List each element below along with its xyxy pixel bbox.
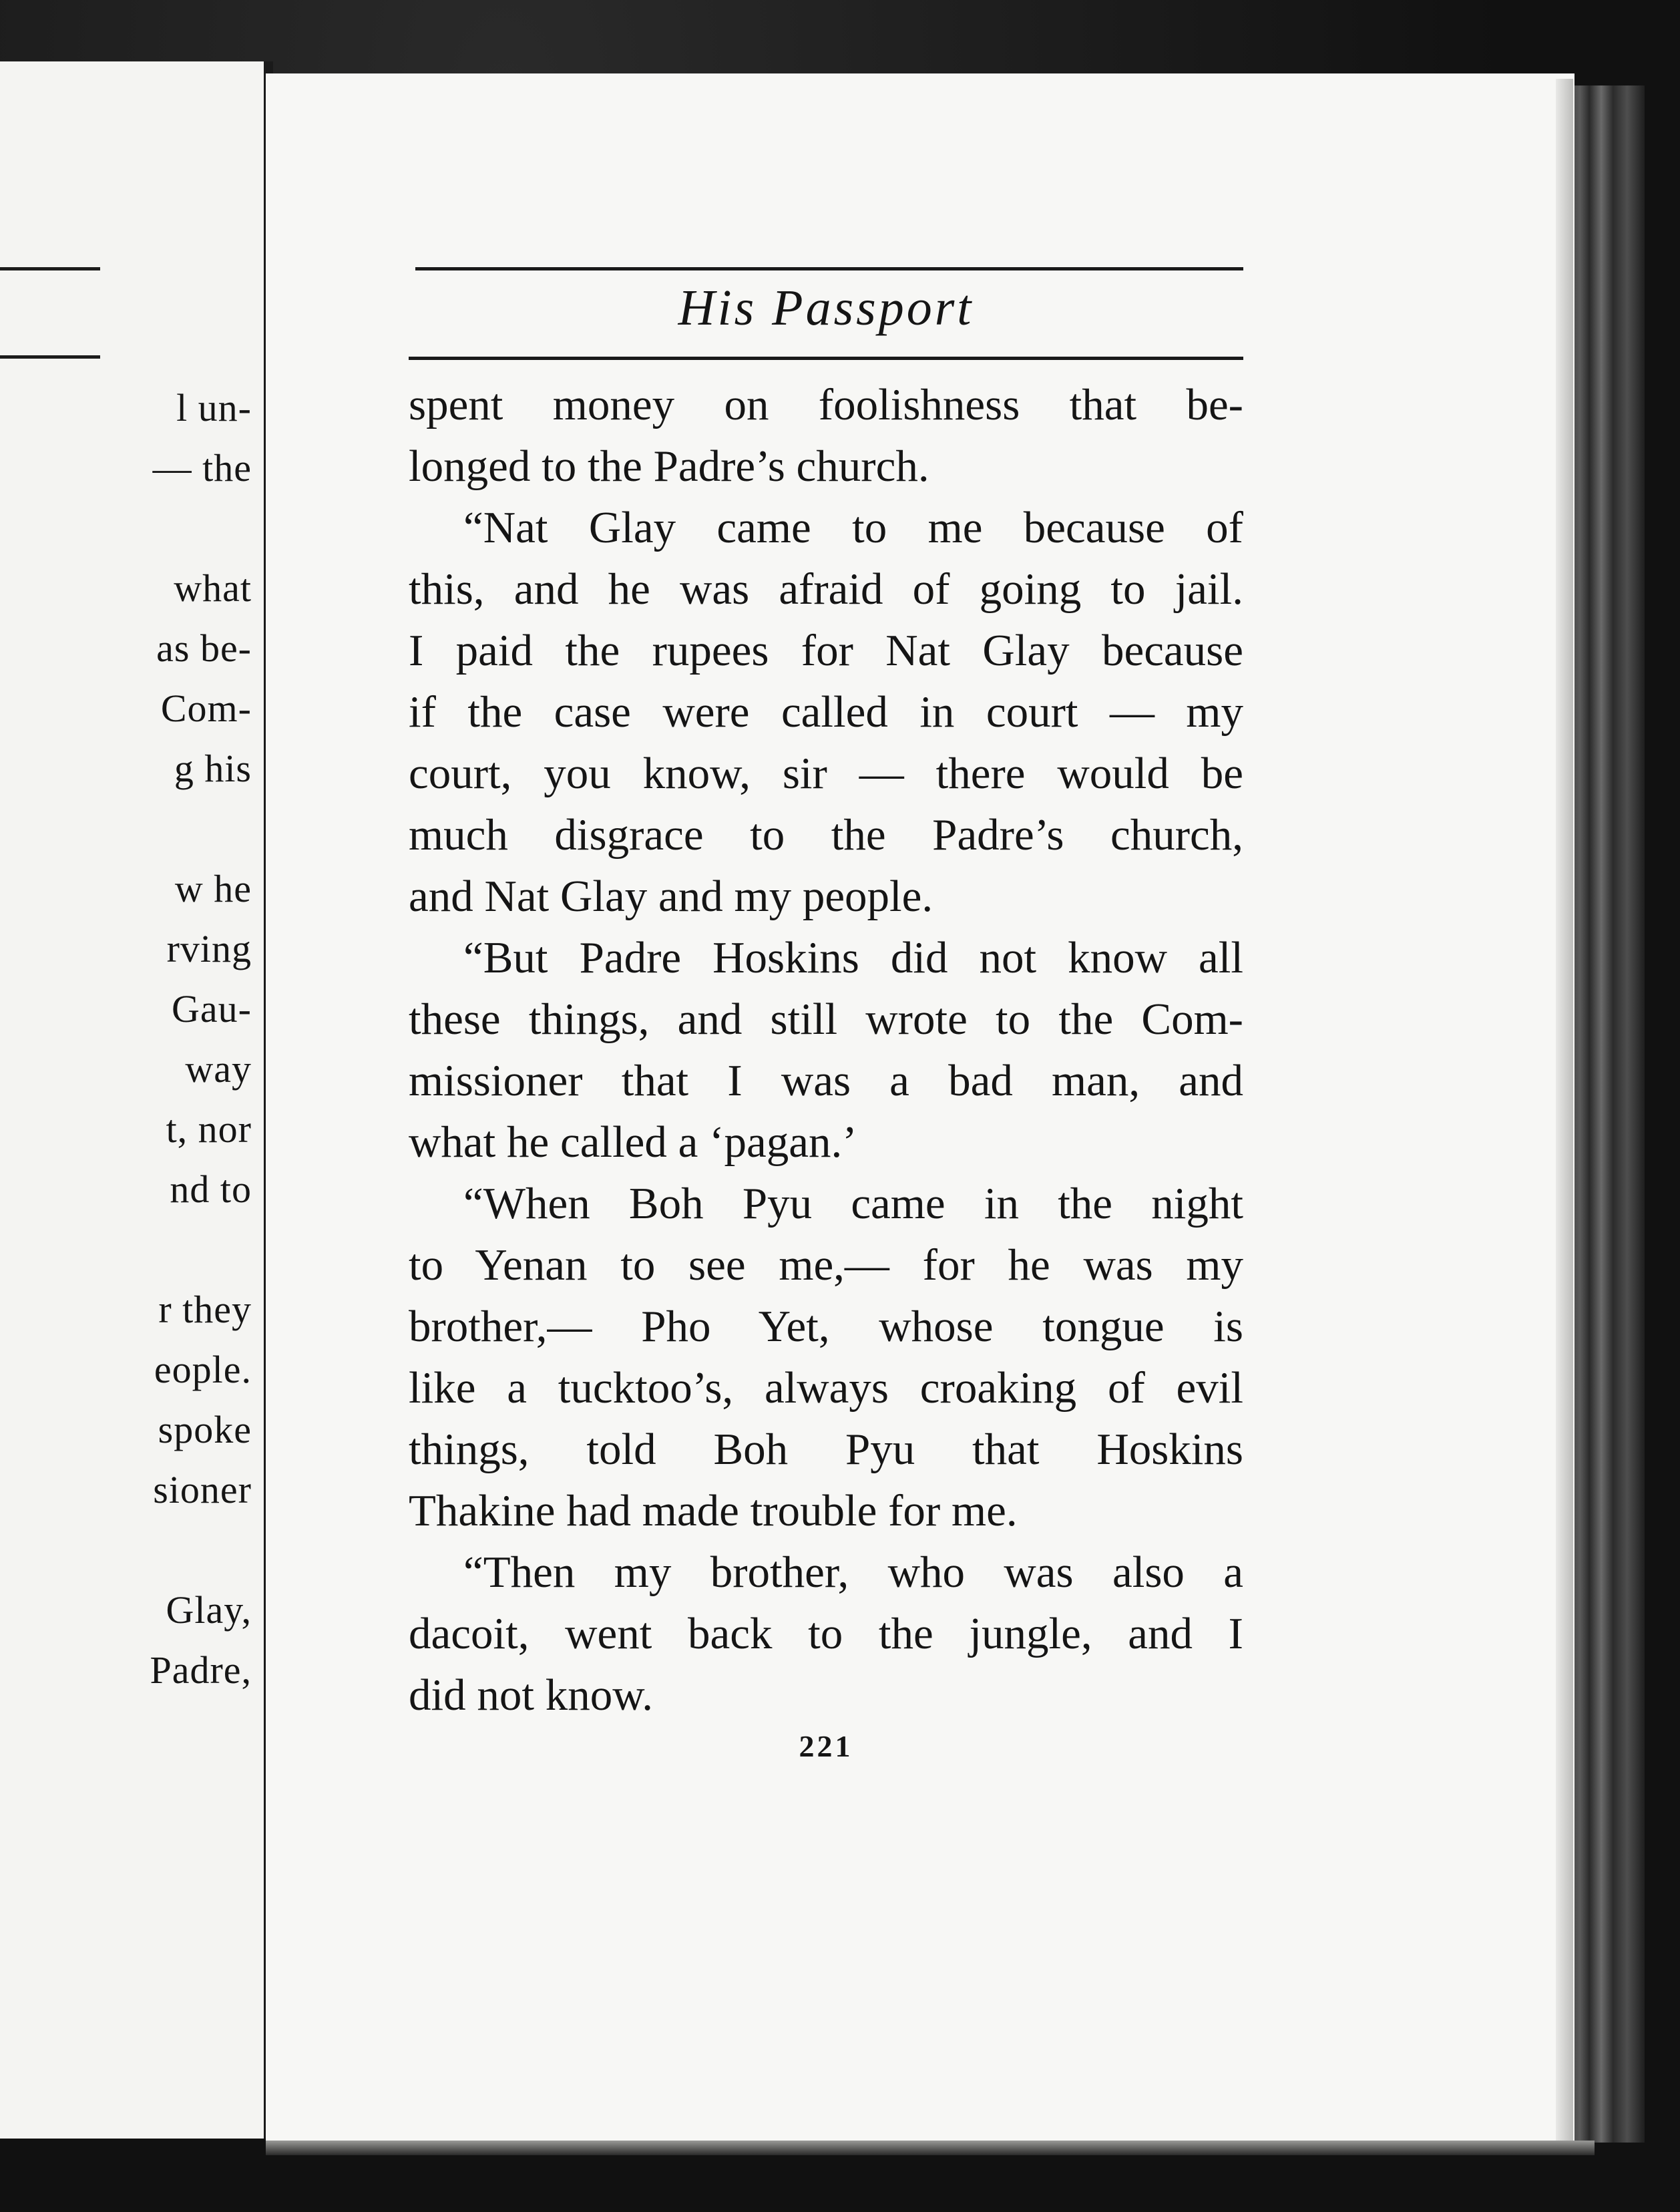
left-header-rule-bottom	[0, 355, 100, 359]
text-line: what he called a ‘pagan.’	[409, 1117, 857, 1167]
left-line: l un-	[176, 386, 252, 429]
text-line: dacoit, went back to the jungle, and I	[409, 1609, 1243, 1658]
text-line: “When Boh Pyu came in the night	[463, 1179, 1243, 1228]
text-line: Thakine had made trouble for me.	[409, 1486, 1018, 1535]
text-line: these things, and still wrote to the Com-	[409, 994, 1243, 1044]
text-line: “Then my brother, who was also a	[463, 1547, 1243, 1597]
left-line: Com-	[160, 687, 252, 730]
left-page	[0, 61, 273, 2139]
left-line: what	[174, 566, 252, 610]
left-line: as be-	[156, 626, 252, 670]
left-line: nd to	[170, 1167, 252, 1211]
left-line: eople.	[154, 1348, 252, 1391]
left-line: r they	[158, 1288, 252, 1331]
running-head: His Passport	[678, 280, 974, 336]
left-line: Gau-	[172, 987, 252, 1031]
left-line: — the	[152, 446, 252, 490]
left-line: w he	[174, 867, 252, 910]
left-line: g his	[174, 747, 252, 790]
text-line: longed to the Padre’s church.	[409, 441, 929, 491]
page-number: 221	[799, 1729, 853, 1763]
text-line: if the case were called in court — my	[409, 687, 1243, 737]
text-line: things, told Boh Pyu that Hoskins	[409, 1425, 1243, 1474]
text-line: “Nat Glay came to me because of	[463, 503, 1243, 552]
text-line: much disgrace to the Padre’s church,	[409, 810, 1243, 860]
text-line: and Nat Glay and my people.	[409, 872, 933, 921]
text-line: to Yenan to see me,— for he was my	[409, 1240, 1243, 1290]
header-rule-bottom	[409, 357, 1243, 360]
left-line: spoke	[158, 1408, 252, 1451]
left-line: rving	[166, 927, 252, 970]
text-line: “But Padre Hoskins did not know all	[463, 933, 1243, 982]
text-line: did not know.	[409, 1670, 654, 1720]
text-line: this, and he was afraid of going to jail.	[409, 564, 1243, 614]
text-line: brother,— Pho Yet, whose tongue is	[409, 1302, 1243, 1351]
text-line: I paid the rupees for Nat Glay because	[409, 626, 1243, 675]
left-header-rule-top	[0, 267, 100, 270]
book-page-edges	[1566, 85, 1645, 2143]
left-line: sioner	[153, 1468, 252, 1511]
left-line: Padre,	[150, 1648, 252, 1692]
page-edge-shadow	[1556, 79, 1573, 2146]
left-line: Glay,	[166, 1588, 252, 1632]
text-line: missioner that I was a bad man, and	[409, 1056, 1243, 1105]
header-rule-top	[415, 267, 1243, 270]
left-line: t, nor	[166, 1107, 252, 1151]
left-line: way	[185, 1047, 252, 1091]
text-line: spent money on foolishness that be-	[409, 380, 1243, 429]
book-bottom-edge	[266, 2141, 1595, 2155]
text-line: like a tucktoo’s, always croaking of evil	[409, 1363, 1243, 1413]
text-line: court, you know, sir — there would be	[409, 749, 1243, 798]
